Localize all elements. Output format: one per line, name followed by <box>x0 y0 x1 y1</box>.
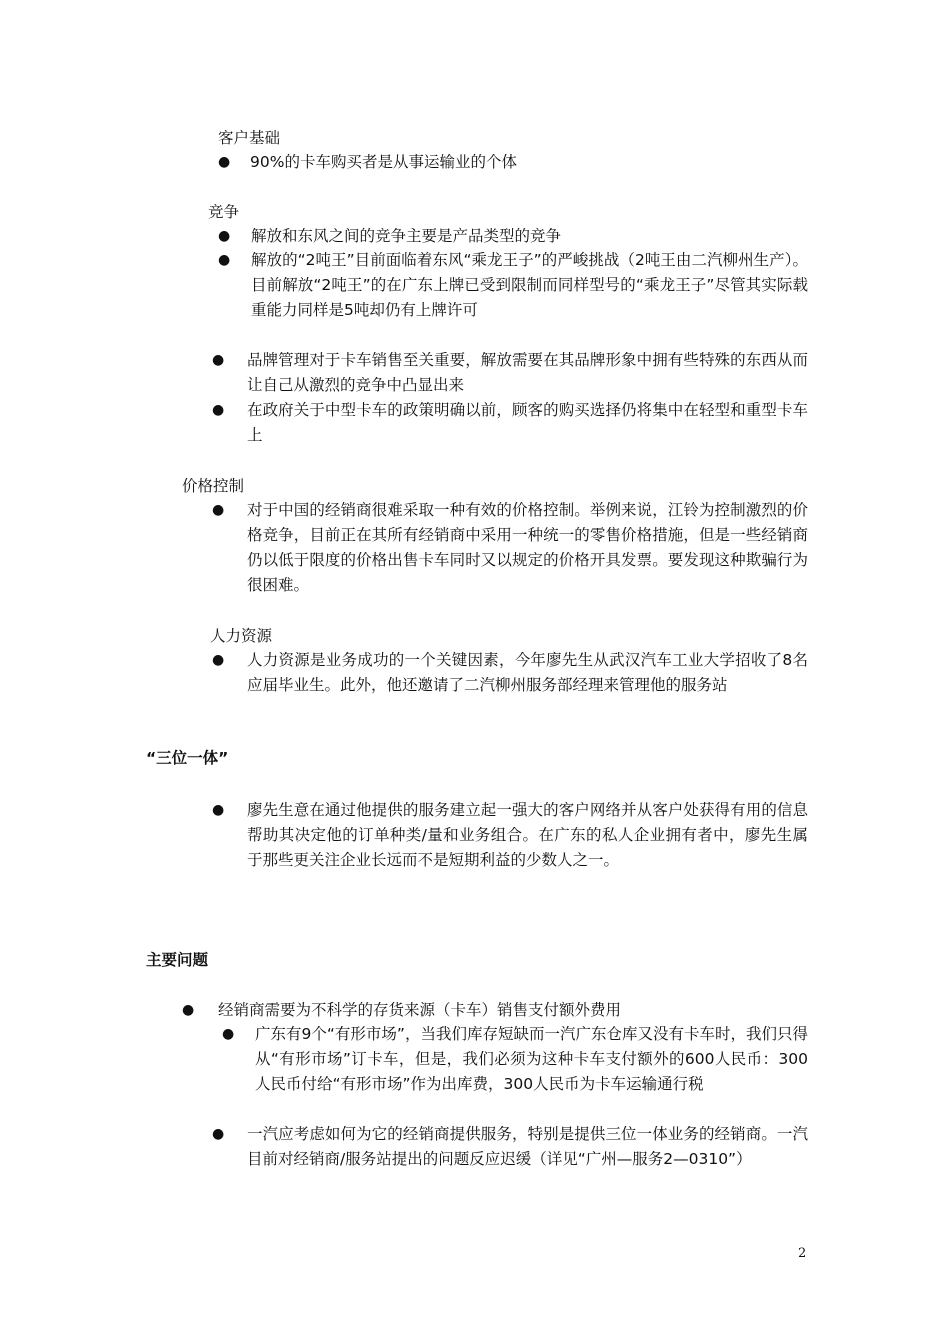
bullet-icon: ● <box>218 252 231 268</box>
bullet-icon: ● <box>222 1026 235 1042</box>
competition-heading: 竞争 <box>208 203 240 221</box>
list-item <box>212 798 808 873</box>
list-item-text: 一汽应考虑如何为它的经销商提供服务，特别是提供三位一体业务的经销商。一汽目前对经销商/服务站提出的问题反应迟缓（详见“广州—服务2—0310”） <box>247 1125 808 1168</box>
list-item <box>182 998 808 1023</box>
list-item-text: 品牌管理对于卡车销售至关重要，解放需要在其品牌形象中拥有些特殊的东西从而让自己从激烈的竞争中凸显出来 <box>247 351 808 394</box>
list-item-text: 解放的“2吨王”目前面临着东风“乘龙王子”的严峻挑战（2吨王由二汽柳州生产）。目前解放“2吨王”的在广东上牌已受到限制而同样型号的“乘龙王子”尽管其实际载重能力同样是5吨却仍有上牌许可 <box>251 251 808 319</box>
list-item <box>218 224 808 249</box>
sub-list-item <box>222 1022 808 1097</box>
list-item-text: 90%的卡车购买者是从事运输业的个体 <box>250 153 517 171</box>
main-issues-heading: 主要问题 <box>146 951 209 969</box>
customer-base-heading: 客户基础 <box>218 129 281 147</box>
list-item <box>212 498 808 598</box>
list-item <box>218 248 808 323</box>
list-item <box>212 1122 808 1172</box>
bullet-icon: ● <box>218 228 231 244</box>
page-number: 2 <box>798 1246 807 1261</box>
list-item <box>212 648 808 698</box>
list-item <box>212 398 808 448</box>
trinity-heading: “三位一体” <box>146 749 229 767</box>
list-item-text: 人力资源是业务成功的一个关键因素，今年廖先生从武汉汽车工业大学招收了8名应届毕业生。此外，他还邀请了二汽柳州服务部经理来管理他的服务站 <box>247 651 808 694</box>
list-item-text: 经销商需要为不科学的存货来源（卡车）销售支付额外费用 <box>218 1001 622 1019</box>
bullet-icon: ● <box>212 802 225 818</box>
human-resources-heading: 人力资源 <box>210 627 273 645</box>
bullet-icon: ● <box>182 1002 195 1018</box>
list-item-text: 在政府关于中型卡车的政策明确以前，顾客的购买选择仍将集中在轻型和重型卡车上 <box>247 401 808 444</box>
bullet-icon: ● <box>218 154 231 170</box>
list-item <box>212 348 808 398</box>
bullet-icon: ● <box>212 652 225 668</box>
list-item-text: 对于中国的经销商很难采取一种有效的价格控制。举例来说，江铃为控制激烈的价格竞争，目前正在其所有经销商中采用一种统一的零售价格措施，但是一些经销商仍以低于限度的价格出售卡车同时又以规定的价格开具发票。要发现这种欺骗行为很困难。 <box>247 501 808 594</box>
list-item-text: 广东有9个“有形市场”，当我们库存短缺而一汽广东仓库又没有卡车时，我们只得从“有形市场”订卡车，但是，我们必须为这种卡车支付额外的600人民币：300人民币付给“有形市场”作为出库费，300人民币为卡车运输通行税 <box>255 1025 808 1093</box>
bullet-icon: ● <box>212 402 225 418</box>
bullet-icon: ● <box>212 502 225 518</box>
list-item-text: 廖先生意在通过他提供的服务建立起一强大的客户网络并从客户处获得有用的信息帮助其决定他的订单种类/量和业务组合。在广东的私人企业拥有者中，廖先生属于那些更关注企业长远而不是短期利益的少数人之一。 <box>247 801 808 869</box>
price-control-heading: 价格控制 <box>182 477 245 495</box>
list-item <box>218 150 808 175</box>
bullet-icon: ● <box>212 352 225 368</box>
list-item-text: 解放和东风之间的竞争主要是产品类型的竞争 <box>251 227 562 245</box>
bullet-icon: ● <box>212 1126 225 1142</box>
